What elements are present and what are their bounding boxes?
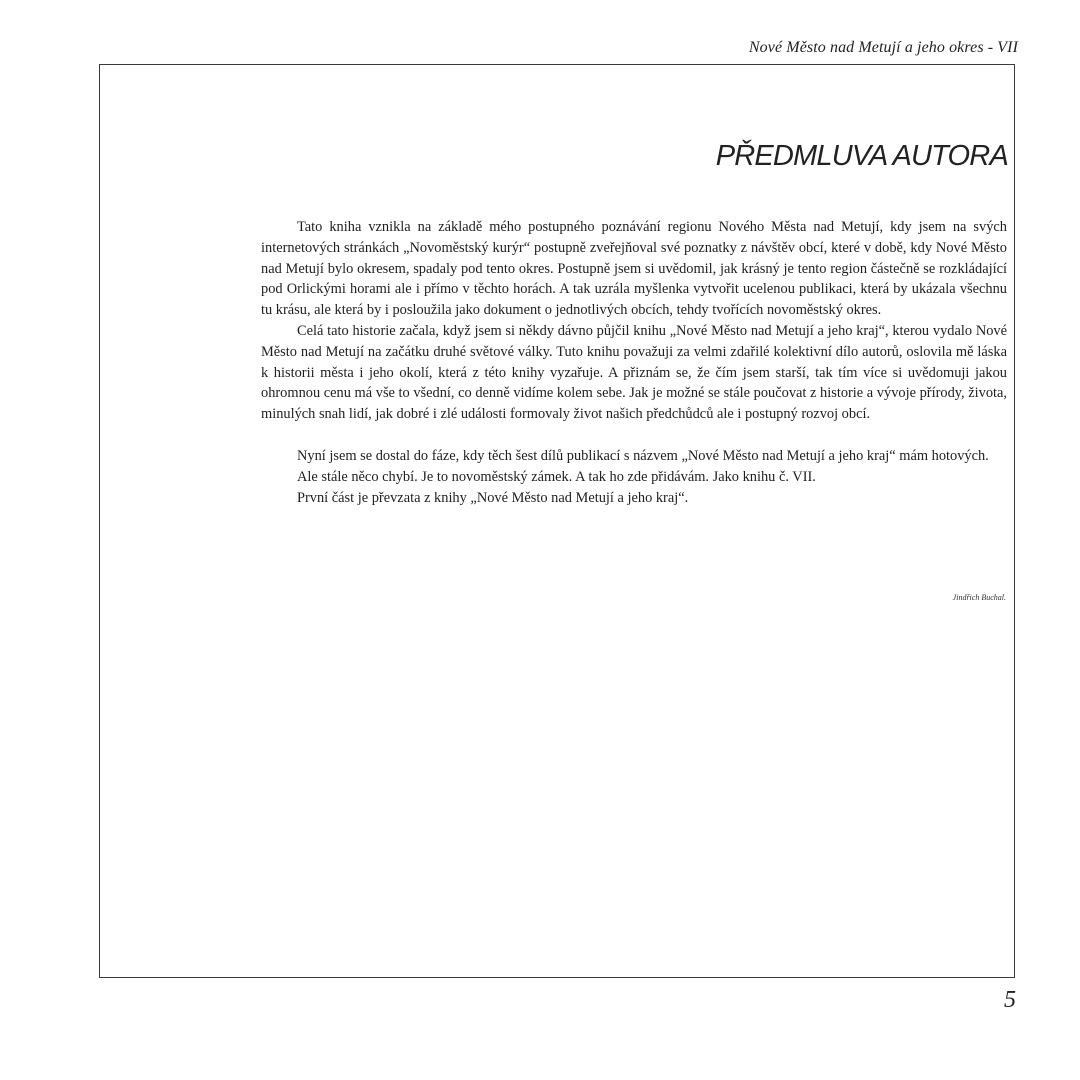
paragraph: Celá tato historie začala, když jsem si někdy dávno půjčil knihu „Nové Město nad Metují a jeho kraj“, kterou vydalo Nové Město nad Metují na začátku druhé světové války. Tuto knihu považuji za velmi zdařilé kolektivní dílo autorů, oslovila mě láska k historii města i jeho okolí, která z této knihy vyzařuje. A přiznám se, že čím jsem starší, tak tím více si uvědomuji jakou ohromnou cenu má vše to všední, co denně vidíme kolem sebe. Jak je možné se stále poučovat z historie a vývoje přírody, života, minulých snah lidí, jak dobré i zlé události formovaly život našich předchůdců ale i postupný rozvoj obcí. — [261, 322, 1007, 423]
paragraph-gap — [261, 425, 1007, 446]
body-text — [261, 217, 1007, 508]
paragraph: Tato kniha vznikla na základě mého postupného poznávání regionu Nového Města nad Metují, kdy jsem na svých internetových stránkách „Novoměstský kurýr“ postupně zveřejňoval své poznatky z návštěv obcí, které v době, kdy Nové Město nad Metují bylo okresem, spadaly pod tento okres. Postupně jsem si uvědomil, jak krásný je tento region částečně se rozkládající pod Orlickými horami ale i přímo v těchto horách. A tak uzrála myšlenka vytvořit ucelenou publikaci, která by ukázala všechnu tu krásu, ale která by i posloužila jako dokument o jednotlivých obcích, tehdy tvořících novoměstský okres. — [261, 219, 1007, 319]
paragraph: Nyní jsem se dostal do fáze, kdy těch šest dílů publikací s názvem „Nové Město nad Metují a jeho kraj“ mám hotových. — [297, 447, 989, 464]
paragraph: Ale stále něco chybí. Je to novoměstský zámek. A tak ho zde přidávám. Jako knihu č. VII. — [297, 468, 816, 485]
chapter-title: PŘEDMLUVA AUTORA — [715, 140, 1008, 172]
author-signature: Jindřich Buchal. — [952, 593, 1006, 602]
paragraph: První část je převzata z knihy „Nové Město nad Metují a jeho kraj“. — [297, 489, 689, 506]
running-header: Nové Město nad Metují a jeho okres - VII — [748, 39, 1018, 56]
page-number: 5 — [1004, 987, 1016, 1013]
page-frame — [99, 64, 1015, 978]
